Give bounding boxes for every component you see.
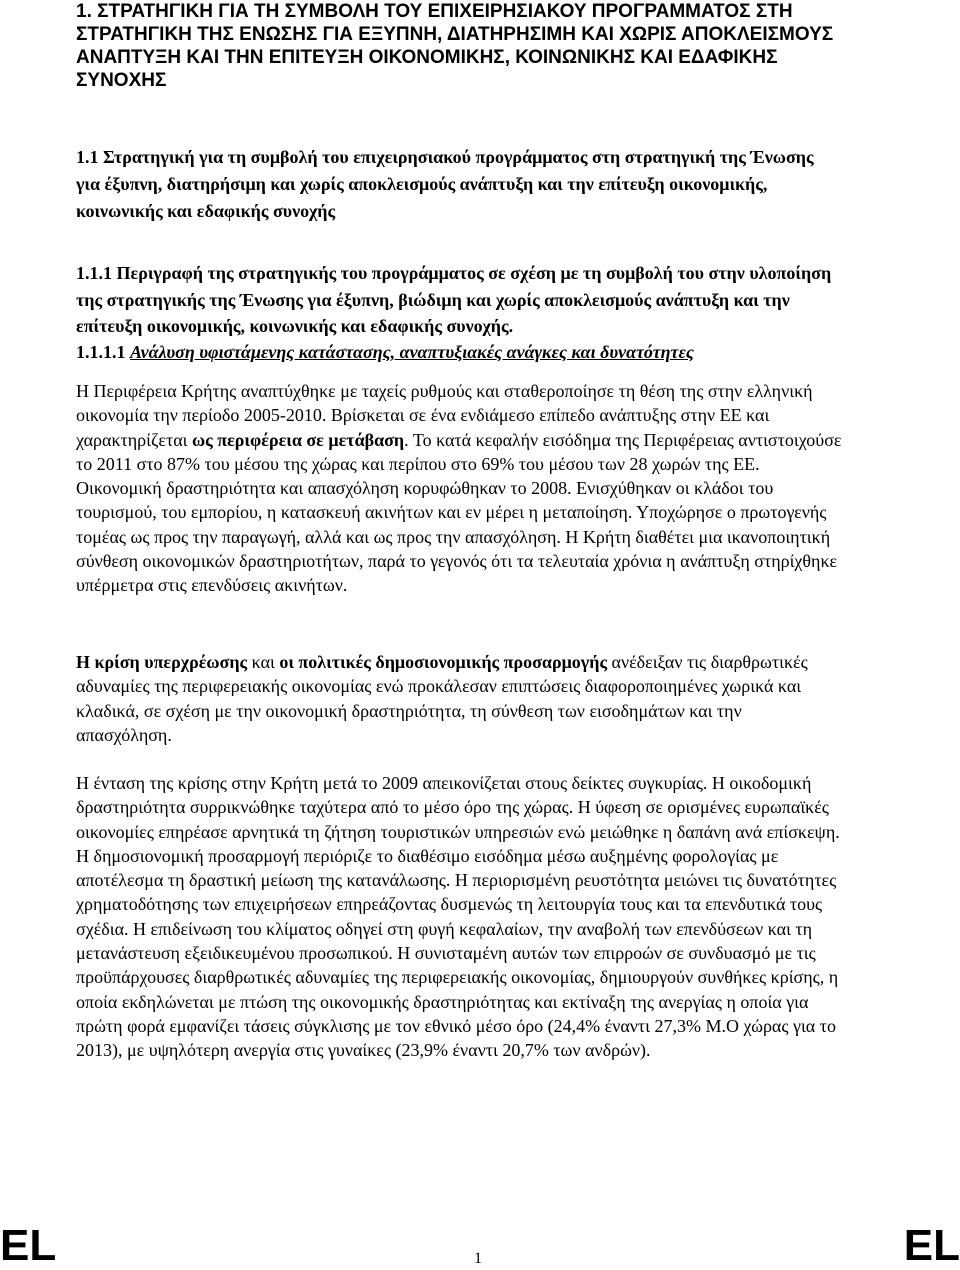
heading-text: Ανάλυση υφιστάμενης κατάστασης, αναπτυξιακές ανάγκες και δυνατότητες xyxy=(130,342,694,362)
paragraph-1-text-b: . Το κατά κεφαλήν εισόδημα της Περιφέρειας αντιστοιχούσε το 2011 στο 87% του μέσου της χώρας και περίπου στο 69% του μέσου των 28 χωρών της ΕΕ. Οικονομική δραστηριότητα και απασχόληση κορυφώθηκαν το 2008. Ενισχύθηκαν οι κλάδοι του τουρισμού, του εμπορίου, η κατασκευή ακινήτων και εν μέρει η μεταποίηση. Υποχώρησε ο πρωτογενής τομέας ως προς την παραγωγή, αλλά και ως προς την απασχόληση. Η Κρήτη διαθέτει μια ικανοποιητική σύνθεση οικονομικών δραστηριοτήτων, παρά το γεγονός ότι τα τελευταία χρόνια η ανάπτυξη στηρίχθηκε υπέρμετρα στις επενδύσεις ακινήτων. xyxy=(76,429,842,596)
paragraph-1 xyxy=(76,379,842,598)
heading-number: 1.1.1.1 xyxy=(76,342,126,362)
paragraph-2-text-a: και xyxy=(247,652,280,672)
section-heading-1-1-1-1 xyxy=(76,339,694,365)
paragraph-1-text-a: Η Περιφέρεια Κρήτης αναπτύχθηκε με ταχείς ρυθμούς και σταθεροποίησε τη θέση της στην ελληνική οικονομία την περίοδο 2005-2010. Βρίσκεται σε ένα ενδιάμεσο επίπεδο ανάπτυξης στην ΕΕ και χαρακτηρίζεται xyxy=(76,381,813,450)
paragraph-1-bold: ως περιφέρεια σε μετάβαση xyxy=(192,429,405,450)
footer-language-right: EL xyxy=(903,1221,960,1270)
page-number: 1 xyxy=(474,1250,482,1267)
paragraph-2-bold-a: Η κρίση υπερχρέωσης xyxy=(76,652,248,672)
section-heading-1-1-1: 1.1.1 Περιγραφή της στρατηγικής του προγράμματος σε σχέση με τη συμβολή του στην υλοποίηση της στρατηγικής της Ένωσης για έξυπνη, βιώδιμη και χωρίς αποκλεισμούς ανάπτυξη και την επίτευξη οικονομικής, κοινωνικής και εδαφικής συνοχής. xyxy=(76,263,832,336)
paragraph-2-text-b: ανέδειξαν τις διαρθρωτικές αδυναμίες της περιφερειακής οικονομίας ενώ προκάλεσαν επιπτώσεις διαφοροποιημένες χωρικά και κλαδικά, σε σχέση με την οικονομική δραστηριότητα, τη σύνθεση των εισοδημάτων και την απασχόληση. xyxy=(76,652,808,745)
paragraph-2-bold-b: οι πολιτικές δημοσιονομικής προσαρμογής xyxy=(279,652,608,672)
paragraph-2 xyxy=(76,650,842,747)
paragraph-3: Η ένταση της κρίσης στην Κρήτη μετά το 2009 απεικονίζεται στους δείκτες συγκυρίας. Η οικοδομική δραστηριότητα συρρικνώθηκε ταχύτερα από το μέσο όρο της χώρας. Η ύφεση σε ορισμένες ευρωπαϊκές οικονομίες επηρέασε αρνητικά τη ζήτηση τουριστικών υπηρεσιών ενώ μειώθηκε η δαπάνη ανά επίσκεψη. Η δημοσιονομική προσαρμογή περιόριζε το διαθέσιμο εισόδημα μέσω αυξημένης φορολογίας με αποτέλεσμα τη δραστική μείωση της κατανάλωσης. Η περιορισμένη ρευστότητα μειώνει τις δυνατότητες χρηματοδότησης των επιχειρήσεων επηρεάζοντας δυσμενώς τη λειτουργία τους και τα επενδυτικά τους σχέδια. Η επιδείνωση του κλίματος οδηγεί στη φυγή κεφαλαίων, την αναβολή των επενδύσεων και τη μετανάστευση εξειδικευμένου προσωπικού. Η συνισταμένη αυτών των επιρροών σε συνδυασμό με τις προϋπάρχουσες διαρθρωτικές αδυναμίες της περιφερειακής οικονομίας, δημιουργούν συνθήκες κρίσης, η οποία εκδηλώνεται με πτώση της οικονομικής δραστηριότητας και εκτίναξη της ανεργίας η οποία για πρώτη φορά εμφανίζει τάσεις σύγκλισης με τον εθνικό μέσο όρο (24,4% έναντι 27,3% Μ.Ο χώρας για το 2013), με υψηλότερη ανεργία στις γυναίκες (23,9% έναντι 20,7% των ανδρών). xyxy=(76,773,840,1061)
section-heading-1-1: 1.1 Στρατηγική για τη συμβολή του επιχειρησιακού προγράμματος στη στρατηγική της Ένωσης για έξυπνη, διατηρήσιμη και χωρίς αποκλεισμούς ανάπτυξη και την επίτευξη οικονομικής, κοινωνικής και εδαφικής συνοχής xyxy=(76,147,814,221)
section-heading-1: 1. ΣΤΡΑΤΗΓΙΚΗ ΓΙΑ ΤΗ ΣΥΜΒΟΛΗ ΤΟΥ ΕΠΙΧΕΙΡΗΣΙΑΚΟΥ ΠΡΟΓΡΑΜΜΑΤΟΣ ΣΤΗ ΣΤΡΑΤΗΓΙΚΗ ΤΗΣ ΕΝΩΣΗΣ ΓΙΑ ΕΞΥΠΝΗ, ΔΙΑΤΗΡΗΣΙΜΗ ΚΑΙ ΧΩΡΙΣ ΑΠΟΚΛΕΙΣΜΟΥΣ ΑΝΑΠΤΥΞΗ ΚΑΙ ΤΗΝ ΕΠΙΤΕΥΞΗ ΟΙΚΟΝΟΜΙΚΗΣ, ΚΟΙΝΩΝΙΚΗΣ ΚΑΙ ΕΔΑΦΙΚΗΣ ΣΥΝΟΧΗΣ xyxy=(76,1,834,91)
footer-language-left: EL xyxy=(0,1221,57,1270)
